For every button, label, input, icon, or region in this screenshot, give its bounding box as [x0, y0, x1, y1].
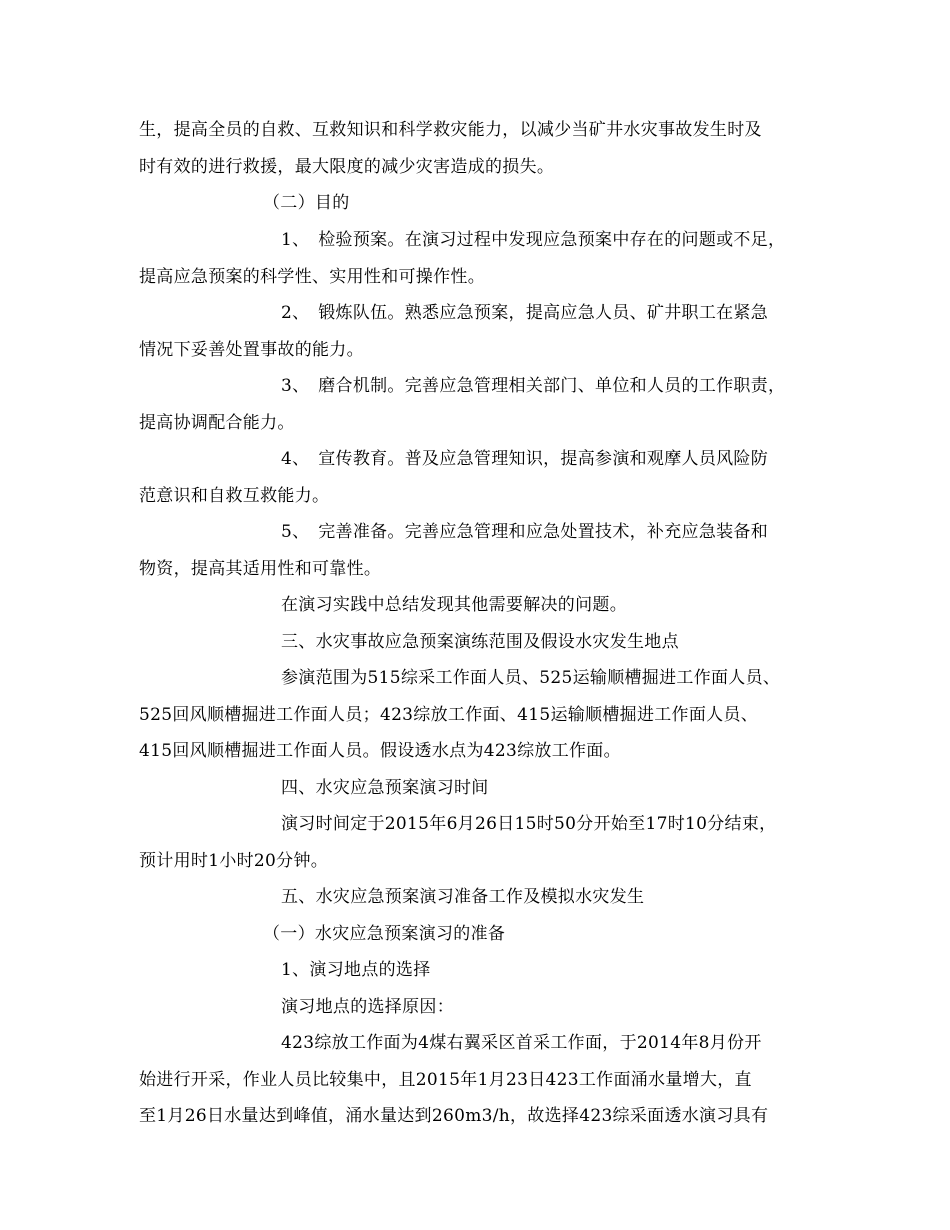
- body-text-line: 预计用时1小时20分钟。: [139, 851, 329, 871]
- body-text-line: 情况下妥善处置事故的能力。: [139, 340, 364, 360]
- body-text-line: 提高应急预案的科学性、实用性和可操作性。: [139, 267, 485, 287]
- section-heading: 五、水灾应急预案演习准备工作及模拟水灾发生: [281, 887, 645, 907]
- list-item-3: 3、 磨合机制。完善应急管理相关部门、单位和人员的工作职责，: [281, 376, 786, 396]
- body-text-line: 生，提高全员的自救、互救知识和科学救灾能力，以减少当矿井水灾事故发生时及: [139, 120, 762, 140]
- section-heading: 四、水灾应急预案演习时间: [281, 778, 489, 798]
- body-text-line: 演习地点的选择原因：: [281, 997, 454, 1017]
- list-item-1: 1、 检验预案。在演习过程中发现应急预案中存在的问题或不足，: [281, 230, 786, 250]
- list-item-5: 5、 完善准备。完善应急管理和应急处置技术，补充应急装备和: [281, 522, 769, 542]
- body-text-line: 423综放工作面为4煤右翼采区首采工作面，于2014年8月份开: [281, 1033, 762, 1053]
- section-heading: 三、水灾事故应急预案演练范围及假设水灾发生地点: [281, 632, 679, 652]
- body-text-line: 时有效的进行救援，最大限度的减少灾害造成的损失。: [139, 157, 555, 177]
- list-item-2: 2、 锻炼队伍。熟悉应急预案，提高应急人员、矿井职工在紧急: [281, 303, 769, 323]
- body-text-line: 参演范围为515综采工作面人员、525运输顺槽掘进工作面人员、: [281, 668, 781, 688]
- section-heading: （二）目的: [263, 193, 350, 213]
- body-text-line: 至1月26日水量达到峰值，涌水量达到260m3/h，故选择423综采面透水演习具有: [139, 1106, 769, 1126]
- body-text-line: 415回风顺槽掘进工作面人员。假设透水点为423综放工作面。: [139, 741, 621, 761]
- body-text-line: 525回风顺槽掘进工作面人员；423综放工作面、415运输顺槽掘进工作面人员、: [139, 705, 759, 725]
- body-text-line: 物资，提高其适用性和可靠性。: [139, 559, 382, 579]
- section-heading: （一）水灾应急预案演习的准备: [263, 924, 506, 944]
- list-item: 1、演习地点的选择: [281, 960, 431, 980]
- body-text-line: 范意识和自救互救能力。: [139, 486, 330, 506]
- body-text-line: 始进行开采，作业人员比较集中，且2015年1月23日423工作面涌水量增大，直: [139, 1070, 752, 1090]
- list-item-4: 4、 宣传教育。普及应急管理知识，提高参演和观摩人员风险防: [281, 449, 769, 469]
- body-text-line: 在演习实践中总结发现其他需要解决的问题。: [281, 595, 627, 615]
- body-text-line: 提高协调配合能力。: [139, 413, 295, 433]
- body-text-line: 演习时间定于2015年6月26日15时50分开始至17时10分结束，: [281, 814, 777, 834]
